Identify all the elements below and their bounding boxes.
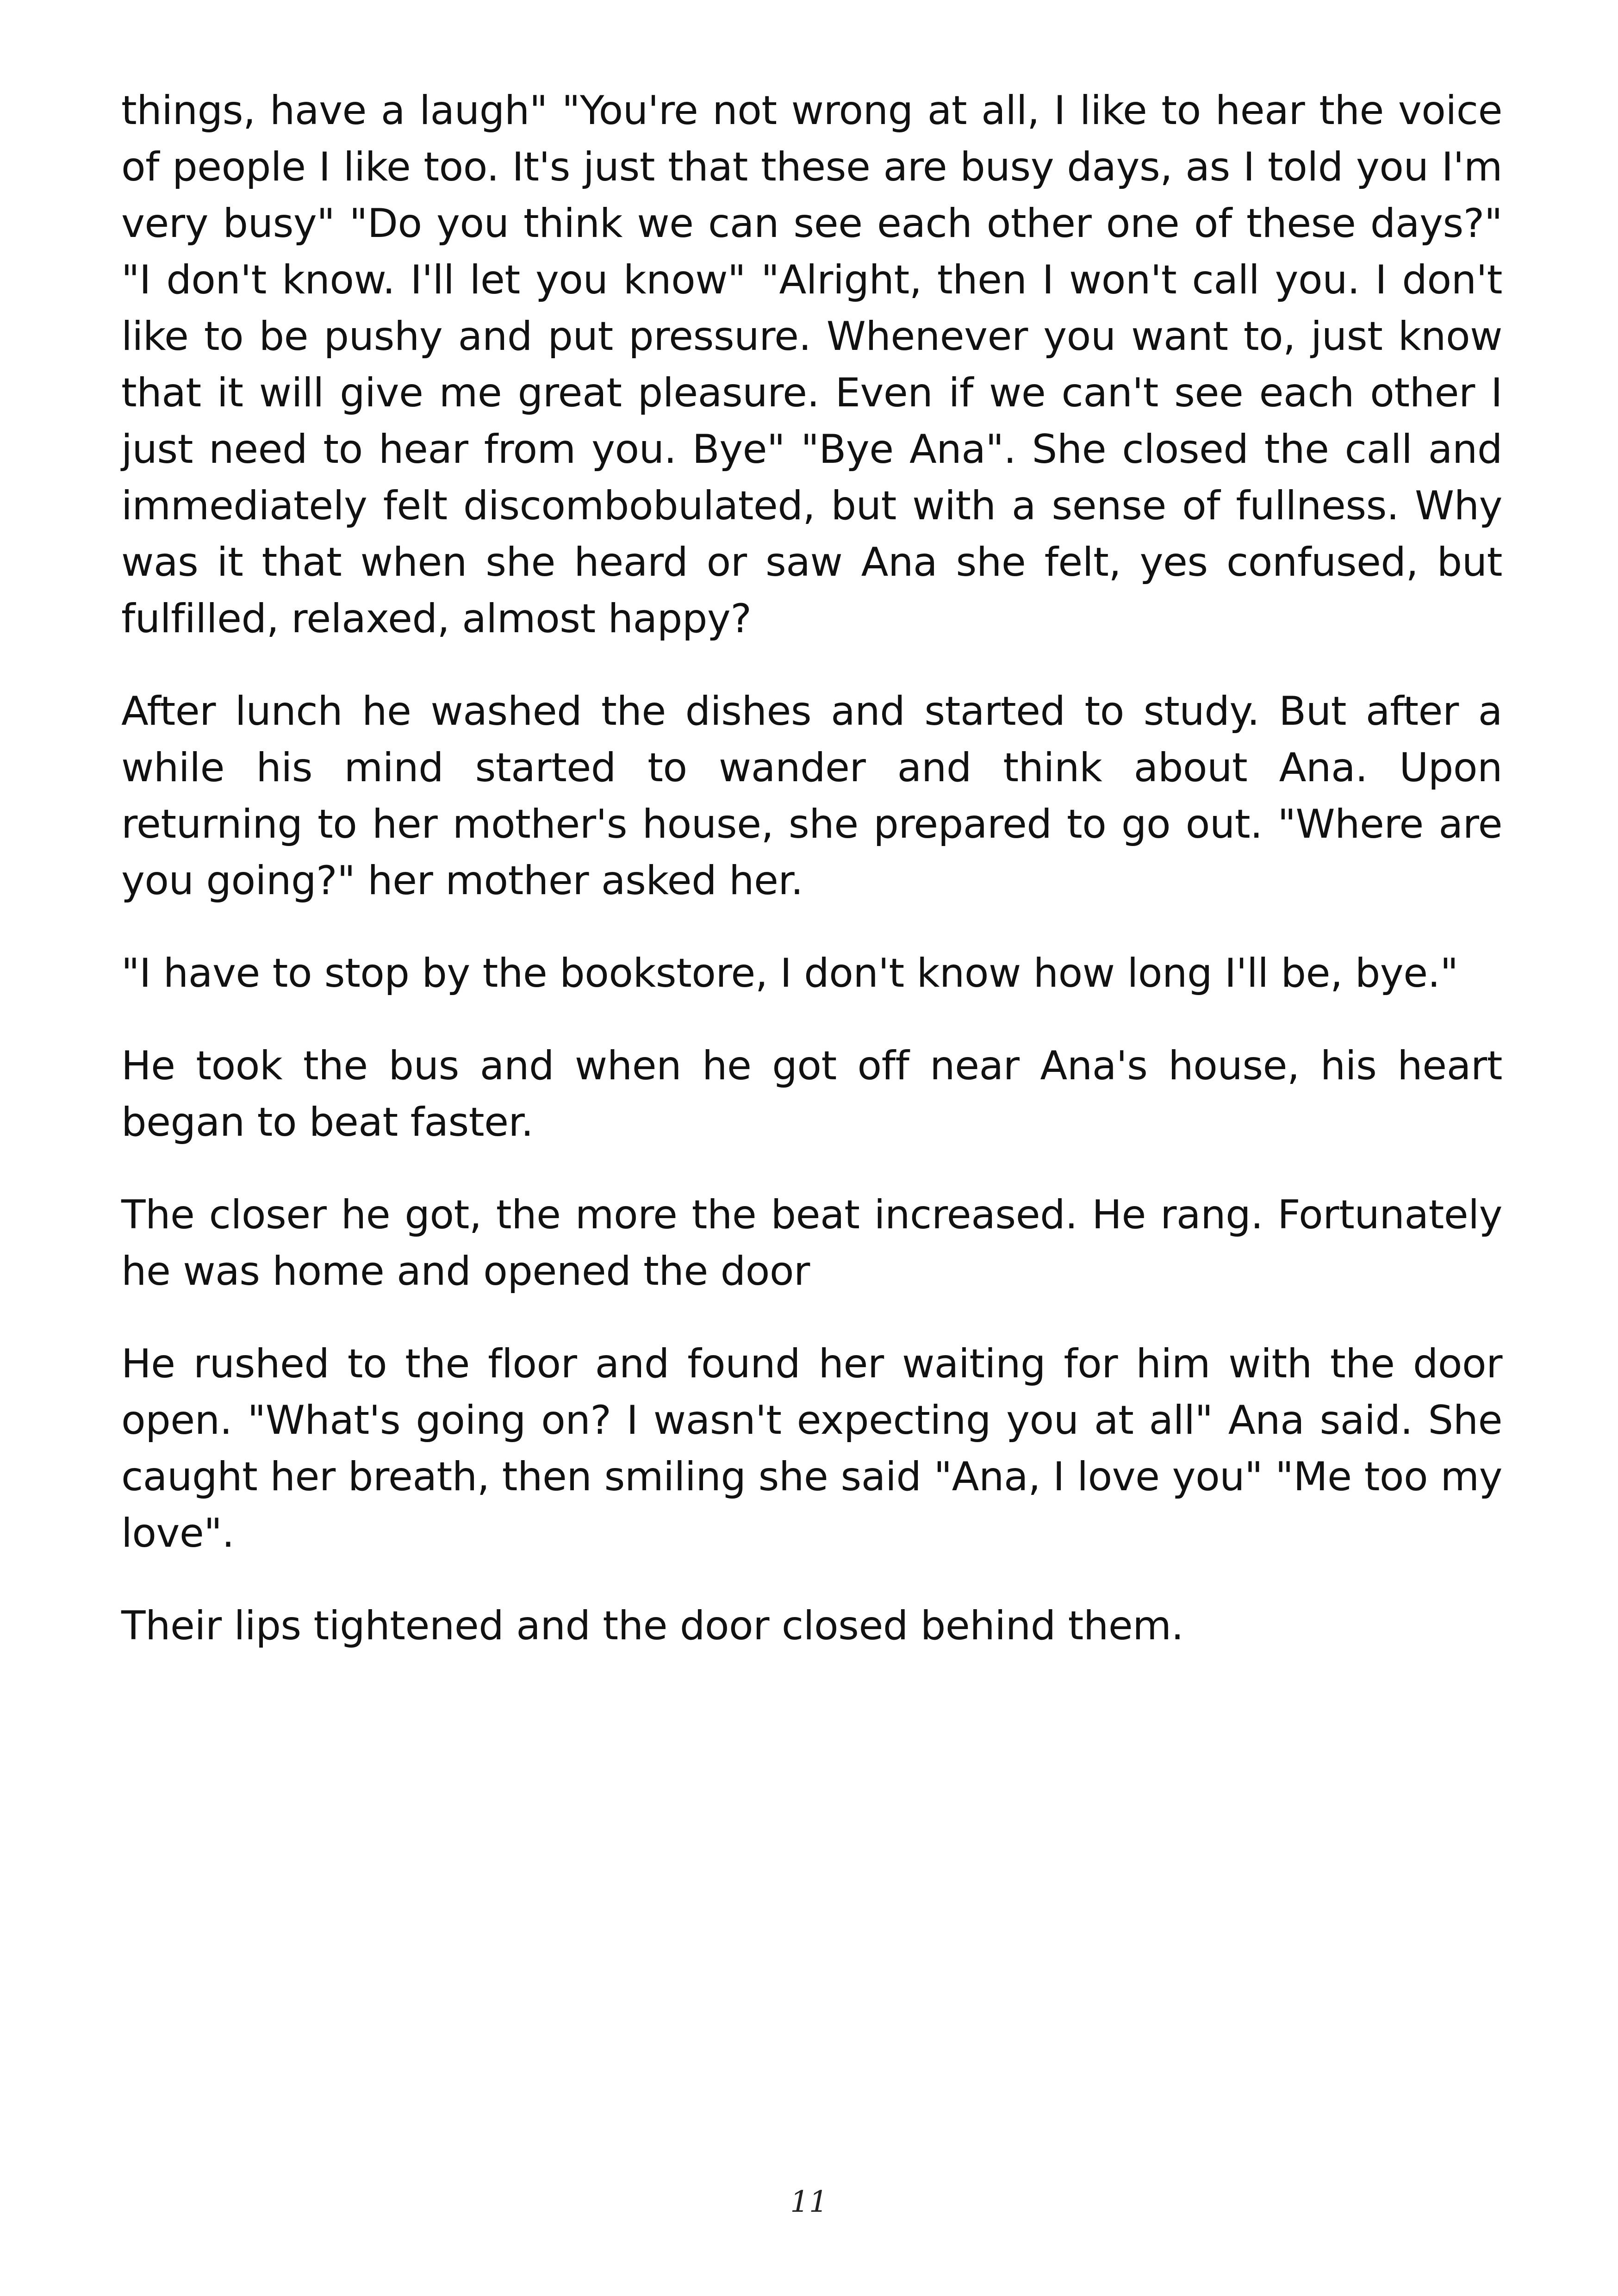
paragraph: After lunch he washed the dishes and started to study. But after a while his mind started to wander and think about Ana. Upon returning to her mother's house, she prepared to go out. "Where are you going?" her mother asked her.	[121, 688, 1502, 904]
paragraph: He rushed to the floor and found her waiting for him with the door open. "What's going on? I wasn't expecting you at all" Ana said. She caught her breath, then smiling she said "Ana, I love you" "Me too my love".	[121, 1341, 1502, 1556]
page-number: 11	[790, 2185, 828, 2219]
body-text	[121, 82, 1502, 1690]
paragraph: things, have a laugh" "You're not wrong at all, I like to hear the voice of people I like too. It's just that these are busy days, as I told you I'm very busy" "Do you think we can see each other one of these days?" "I don't know. I'll let you know" "Alright, then I won't call you. I don't like to be pushy and put pressure. Whenever you want to, just know that it will give me great pleasure. Even if we can't see each other I just need to hear from you. Bye" "Bye Ana". She closed the call and immediately felt discombobulated, but with a sense of fullness. Why was it that when she heard or saw Ana she felt, yes confused, but fulfilled, relaxed, almost happy?	[121, 87, 1502, 642]
paragraph: The closer he got, the more the beat increased. He rang. Fortunately he was home and opened the door	[121, 1192, 1502, 1294]
paragraph: He took the bus and when he got off near Ana's house, his heart began to beat faster.	[121, 1043, 1502, 1145]
paragraph: Their lips tightened and the door closed behind them.	[121, 1603, 1184, 1649]
paragraph: "I have to stop by the bookstore, I don't know how long I'll be, bye."	[121, 950, 1458, 996]
